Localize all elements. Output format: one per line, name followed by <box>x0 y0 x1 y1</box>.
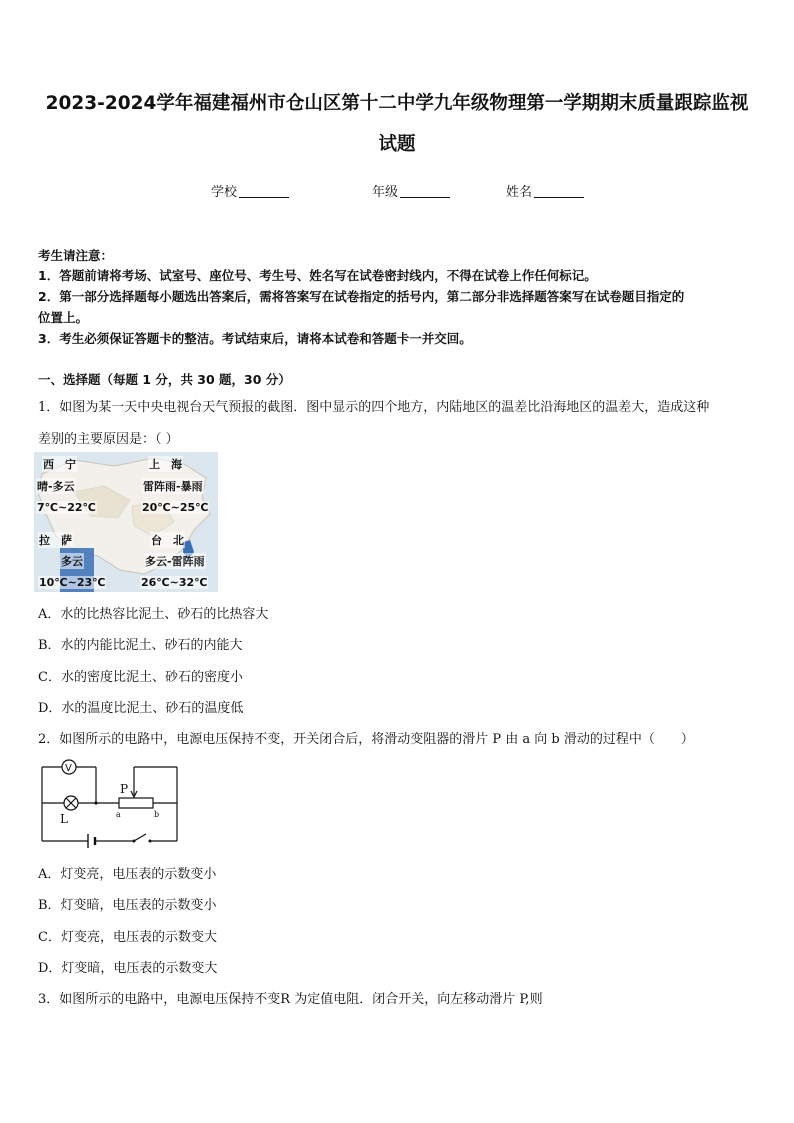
grade-field <box>372 181 450 200</box>
q2-option-b: B．灯变暗，电压表的示数变小 <box>38 898 217 913</box>
grade-blank <box>400 184 450 198</box>
city-taibei: 台 北 <box>151 534 184 547</box>
name-label: 姓名 <box>506 185 533 200</box>
notice-item: 1．答题前请将考场、试室号、座位号、考生号、姓名写在试卷密封线内，不得在试卷上作任何标记。 <box>38 268 597 283</box>
school-field <box>211 181 289 200</box>
q1-stem-line2: 差别的主要原因是：（ ） <box>38 432 179 447</box>
q1-stem-line1: 1．如图为某一天中央电视台天气预报的截图．图中显示的四个地方，内陆地区的温差比沿海地区的温差大，造成这种 <box>38 400 710 415</box>
q2-option-d: D．灯变暗，电压表的示数变大 <box>38 961 218 976</box>
notice-heading: 考生请注意： <box>38 248 114 263</box>
taibei-temp: 26℃~32℃ <box>141 576 208 589</box>
name-field <box>506 181 584 200</box>
end-a-label: a <box>116 810 121 819</box>
q2-option-a: A．灯变亮，电压表的示数变小 <box>38 867 217 882</box>
city-lasa: 拉 萨 <box>39 534 72 547</box>
lasa-temp: 10℃~23℃ <box>39 576 106 589</box>
q1-option-d: D．水的温度比泥土、砂石的温度低 <box>38 701 244 716</box>
q2-option-c: C．灯变亮，电压表的示数变大 <box>38 930 217 945</box>
exam-title-line1: 2023-2024学年福建福州市仓山区第十二中学九年级物理第一学期期末质量跟踪监视 <box>45 93 749 114</box>
lamp-label: L <box>60 812 68 826</box>
xining-weather: 晴-多云 <box>37 480 75 493</box>
q2-stem: 2．如图所示的电路中，电源电压保持不变，开关闭合后，将滑动变阻器的滑片 P 由 a 向 b 滑动的过程中（ ） <box>38 732 694 747</box>
q3-stem: 3．如图所示的电路中，电源电压保持不变R 为定值电阻．闭合开关，向左移动滑片 P,则 <box>38 992 543 1007</box>
notice-item: 位置上。 <box>38 310 89 325</box>
q1-option-a: A．水的比热容比泥土、砂石的比热容大 <box>38 607 269 622</box>
name-blank <box>534 184 584 198</box>
q1-option-c: C．水的密度比泥土、砂石的密度小 <box>38 670 243 685</box>
city-xining: 西 宁 <box>43 458 76 471</box>
exam-title-line2: 试题 <box>378 134 416 155</box>
slider-label: P <box>120 782 129 796</box>
school-label: 学校 <box>211 185 238 200</box>
china-map-shape <box>34 452 218 592</box>
taibei-weather: 多云-雷阵雨 <box>145 555 205 568</box>
lasa-weather: 多云 <box>61 555 83 568</box>
school-blank <box>239 184 289 198</box>
q2-circuit-diagram <box>34 757 184 852</box>
xining-temp: 7℃~22℃ <box>37 501 96 514</box>
shanghai-temp: 20℃~25℃ <box>142 501 209 514</box>
grade-label: 年级 <box>372 185 399 200</box>
shanghai-weather: 雷阵雨-暴雨 <box>143 480 203 493</box>
city-shanghai: 上 海 <box>149 458 182 471</box>
notice-item: 3．考生必须保证答题卡的整洁。考试结束后，请将本试卷和答题卡一并交回。 <box>38 331 472 346</box>
weather-map <box>34 452 218 592</box>
section-heading: 一、选择题（每题 1 分，共 30 题，30 分） <box>38 372 291 387</box>
notice-item: 2．第一部分选择题每小题选出答案后，需将答案写在试卷指定的括号内，第二部分非选择题答案写在试卷题目指定的 <box>38 289 685 304</box>
end-b-label: b <box>154 810 160 819</box>
q1-option-b: B．水的内能比泥土、砂石的内能大 <box>38 638 243 653</box>
voltmeter-label: V <box>65 763 72 774</box>
